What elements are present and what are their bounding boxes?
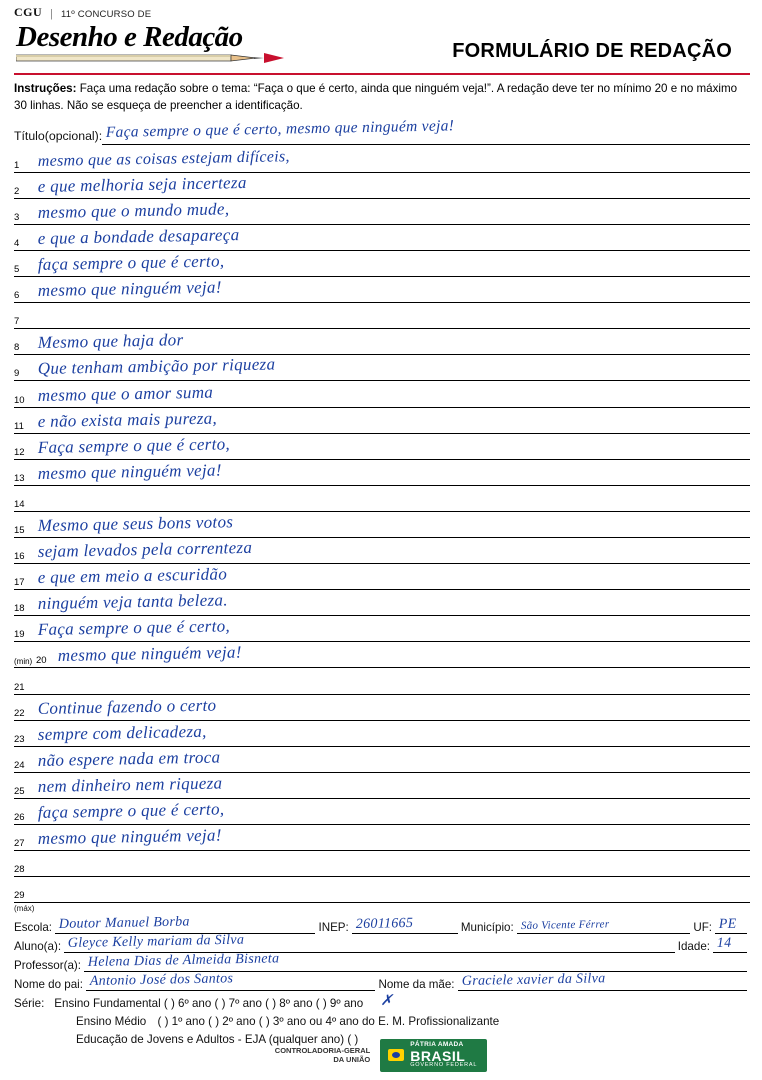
line-number: 26 (14, 812, 25, 824)
line-text: mesmo que ninguém veja! (57, 642, 242, 666)
municipio-input[interactable] (517, 916, 691, 934)
ensino-medio-group[interactable] (76, 1013, 499, 1031)
mae-input[interactable] (458, 973, 748, 991)
idade-input[interactable] (713, 935, 747, 953)
essay-line[interactable] (14, 642, 750, 668)
pencil-icon (16, 52, 284, 64)
line-number: 4 (14, 237, 20, 249)
line-number: 24 (14, 759, 25, 771)
essay-line[interactable] (14, 877, 750, 903)
line-text: mesmo que ninguém veja! (37, 460, 222, 483)
municipio-value: São Vicente Férrer (520, 918, 610, 933)
line-text: Mesmo que seus bons votos (37, 512, 234, 536)
line-number: 9 (14, 368, 20, 380)
pai-input[interactable] (86, 973, 376, 991)
ensino-medio-options[interactable]: ( ) 1º ano ( ) 2º ano ( ) 3º ano ou 4º ano do E. M. Profissionalizante (157, 1015, 500, 1029)
min-marker: (min) (14, 657, 33, 667)
titulo-label: Título(opcional): (14, 128, 103, 143)
line-number: 25 (14, 785, 25, 797)
escola-label: Escola: (14, 920, 53, 934)
essay-line[interactable] (14, 564, 750, 590)
instructions (14, 81, 750, 115)
mae-label: Nome da mãe: (378, 977, 455, 991)
essay-line[interactable] (14, 590, 750, 616)
cgu-footer-logo (275, 1046, 370, 1065)
contest-title-wrap (14, 22, 243, 52)
inep-input[interactable] (352, 916, 458, 934)
idade-label: Idade: (677, 939, 710, 953)
essay-line[interactable] (14, 355, 750, 381)
header-rule (14, 73, 750, 75)
instructions-text: Faça uma redação sobre o tema: “Faça o que é certo, ainda que ninguém veja!”. A redação deve ter no mínimo 20 e no máximo 30 linhas. Não se esqueça de preencher a identificação. (14, 82, 738, 112)
line-number: 27 (14, 838, 25, 850)
essay-line[interactable] (14, 173, 750, 199)
ensino-fundamental-options[interactable]: ( ) 6º ano ( ) 7º ano ( ) 8º ano ( ) 9º ano (163, 997, 364, 1011)
line-text: Mesmo que haja dor (37, 330, 184, 353)
aluno-label: Aluno(a): (14, 939, 62, 953)
essay-line[interactable] (14, 512, 750, 538)
cgu-footer-line2: DA UNIÃO (333, 1055, 371, 1065)
line-text: mesmo que as coisas estejam difíceis, (37, 147, 290, 170)
line-number: 21 (14, 681, 25, 693)
line-text: Faça sempre o que é certo, (37, 616, 231, 640)
line-number: 17 (14, 577, 25, 589)
line-text: e que melhoria seja incerteza (37, 172, 247, 196)
essay-line[interactable] (14, 773, 750, 799)
essay-line[interactable] (14, 538, 750, 564)
line-number: 2 (14, 185, 20, 197)
cgu-logo: CGU (14, 5, 43, 19)
uf-input[interactable] (715, 916, 747, 934)
line-text: Faça sempre o que é certo, (37, 434, 231, 457)
line-number: 13 (14, 472, 25, 484)
brazil-flag-icon (388, 1049, 404, 1061)
line-number: 14 (14, 498, 25, 510)
professor-input[interactable] (84, 951, 747, 972)
form-title: FORMULÁRIO DE REDAÇÃO (452, 40, 732, 62)
titulo-handwriting: Faça sempre o que é certo, mesmo que ninguém veja! (105, 116, 455, 141)
identification-block (14, 915, 750, 1049)
line-number: 8 (14, 342, 20, 354)
pais-row (14, 972, 750, 991)
serie-fundamental-row (14, 995, 750, 1013)
line-number: 5 (14, 264, 20, 276)
cgu-header-line (14, 6, 750, 20)
municipio-label: Município: (460, 920, 514, 934)
line-number: 7 (14, 316, 20, 328)
line-text: e que em meio a escuridão (37, 564, 228, 588)
line-text: nem dinheiro nem riqueza (37, 773, 223, 796)
line-text: mesmo que ninguém veja! (37, 825, 222, 849)
idade-value: 14 (716, 936, 732, 952)
aluno-input[interactable] (64, 932, 675, 953)
title-row (14, 22, 750, 63)
escola-value: Doutor Manuel Borba (58, 914, 190, 933)
form-footer (0, 1039, 762, 1072)
eja-option[interactable]: Educação de Jovens e Adultos - EJA (qualquer ano) ( ) (76, 1033, 359, 1047)
line-text: mesmo que o mundo mude, (37, 199, 230, 222)
titulo-input[interactable] (102, 116, 750, 145)
pai-value: Antonio José dos Santos (89, 971, 234, 990)
mae-value: Graciele xavier da Silva (461, 971, 606, 990)
ensino-fundamental-group[interactable] (44, 993, 393, 1013)
essay-line[interactable] (14, 851, 750, 877)
essay-line[interactable] (14, 825, 750, 851)
essay-line[interactable] (14, 721, 750, 747)
badge-line2: BRASIL (410, 1047, 466, 1064)
inep-label: INEP: (318, 920, 349, 934)
line-number: 1 (14, 159, 20, 171)
form-header (14, 6, 750, 74)
badge-line1: PÁTRIA AMADA (410, 1040, 464, 1048)
aluno-value: Gleyce Kelly mariam da Silva (67, 932, 245, 952)
essay-line[interactable] (14, 199, 750, 225)
badge-line3: GOVERNO FEDERAL (410, 1062, 478, 1069)
max-marker: (máx) (14, 904, 35, 914)
ensino-fundamental-label: Ensino Fundamental (54, 997, 161, 1011)
uf-label: UF: (693, 920, 713, 934)
ensino-medio-label: Ensino Médio (76, 1015, 147, 1029)
line-text: e que a bondade desapareça (37, 225, 240, 248)
line-number: 15 (14, 525, 25, 536)
essay-line[interactable] (14, 303, 750, 329)
line-text: sejam levados pela correnteza (37, 537, 253, 562)
essay-line[interactable] (14, 251, 750, 277)
essay-line[interactable] (14, 747, 750, 773)
line-number: 10 (14, 394, 25, 406)
line-text: Que tenham ambição por riqueza (37, 354, 276, 379)
professor-value: Helena Dias de Almeida Bisneta (87, 951, 280, 971)
essay-line[interactable] (14, 147, 750, 173)
essay-line[interactable] (14, 695, 750, 721)
line-text: Continue fazendo o certo (37, 695, 217, 718)
line-number: 6 (14, 290, 20, 302)
professor-row (14, 953, 750, 972)
line-number: 23 (14, 733, 25, 745)
header-separator: | (50, 8, 54, 20)
titulo-row (14, 116, 750, 145)
serie-label: Série: (14, 997, 45, 1011)
line-number: 3 (14, 211, 20, 223)
essay-line[interactable] (14, 616, 750, 642)
line-number: 29 (14, 890, 25, 902)
line-text: mesmo que ninguém veja! (37, 277, 222, 301)
essay-line[interactable] (14, 329, 750, 355)
line-number: 16 (14, 551, 25, 563)
brasil-badge (380, 1039, 487, 1072)
line-text: faça sempre o que é certo, (37, 251, 225, 275)
line-number: 19 (14, 629, 25, 641)
line-number: 20 (36, 655, 47, 667)
essay-line[interactable] (14, 434, 750, 460)
line-text: mesmo que o amor suma (37, 382, 214, 405)
essay-line[interactable] (14, 799, 750, 825)
inep-value: 26011665 (355, 916, 414, 933)
essay-line[interactable] (14, 225, 750, 251)
essay-line[interactable] (14, 381, 750, 407)
line-text: ninguém veja tanta beleza. (37, 590, 228, 614)
aluno-row (14, 934, 750, 953)
essay-line[interactable] (14, 668, 750, 694)
line-number: 22 (14, 707, 25, 719)
line-number: 28 (14, 864, 25, 876)
contest-title: Desenho e Redação (16, 21, 243, 53)
instructions-label: Instruções: (14, 82, 77, 95)
escola-row (14, 915, 750, 934)
professor-label: Professor(a): (14, 958, 82, 972)
essay-line[interactable] (14, 277, 750, 303)
essay-lines (14, 147, 750, 914)
checkbox-mark-9-ano: ✗ (380, 993, 393, 1010)
line-text: faça sempre o que é certo, (37, 799, 225, 823)
cgu-footer-line1: CONTROLADORIA-GERAL (274, 1045, 371, 1055)
line-text: não espere nada em troca (37, 747, 221, 770)
essay-line[interactable] (14, 486, 750, 512)
line-number: 11 (14, 420, 24, 432)
brasil-badge-text (410, 1042, 477, 1069)
uf-value: PE (718, 916, 737, 933)
line-text: sempre com delicadeza, (37, 721, 207, 744)
line-number: 18 (14, 603, 25, 615)
essay-line[interactable] (14, 460, 750, 486)
line-text: e não exista mais pureza, (37, 408, 218, 431)
pai-label: Nome do pai: (14, 977, 83, 991)
line-number: 12 (14, 446, 25, 458)
essay-line[interactable] (14, 408, 750, 434)
contest-label: 11º CONCURSO DE (61, 9, 152, 20)
escola-input[interactable] (55, 916, 315, 934)
serie-medio-row (14, 1013, 750, 1031)
